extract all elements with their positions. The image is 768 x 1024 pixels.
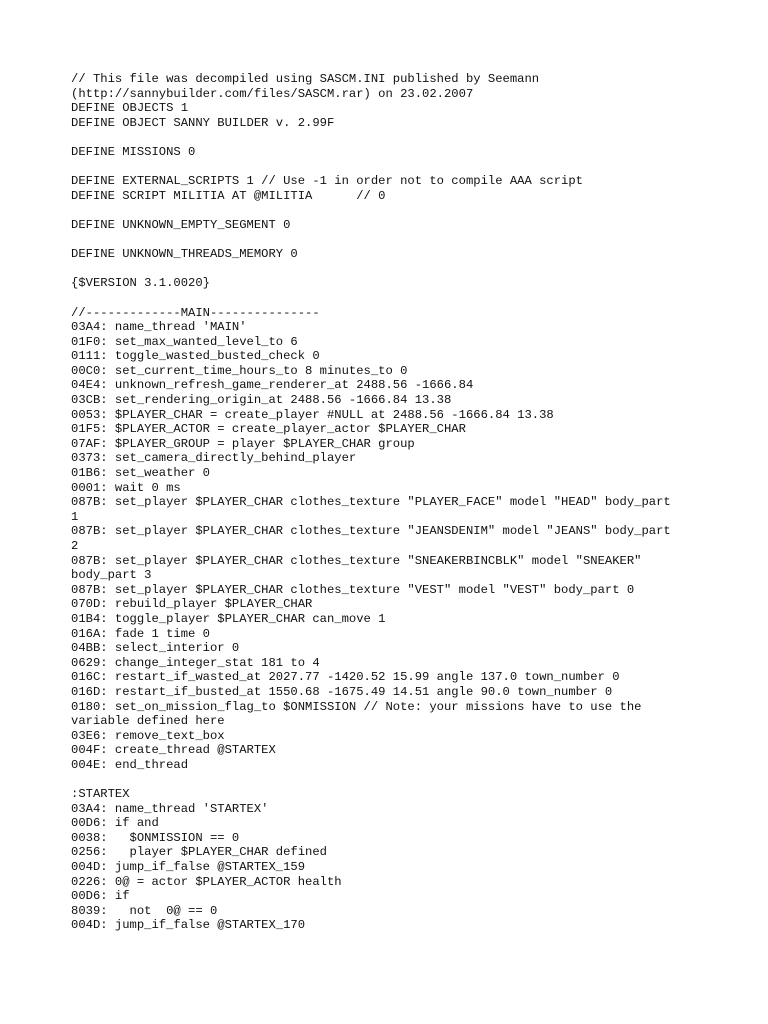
code-line: 0053: $PLAYER_CHAR = create_player #NULL at 2488.56 -1666.84 13.38 [71, 407, 554, 422]
code-line [71, 773, 711, 788]
code-line: 03A4: name_thread 'MAIN' [71, 320, 247, 335]
code-line: 01B4: toggle_player $PLAYER_CHAR can_move 1 [71, 611, 386, 626]
code-line [71, 203, 711, 218]
code-line: 03A4: name_thread 'STARTEX' [71, 801, 269, 816]
code-line: DEFINE EXTERNAL_SCRIPTS 1 // Use -1 in order not to compile AAA script [71, 174, 583, 189]
code-line: 1 [71, 509, 79, 524]
code-line: 0111: toggle_wasted_busted_check 0 [71, 349, 320, 364]
code-line: DEFINE UNKNOWN_THREADS_MEMORY 0 [71, 247, 298, 262]
code-line: 087B: set_player $PLAYER_CHAR clothes_texture "PLAYER_FACE" model "HEAD" body_part [71, 495, 671, 510]
code-line: 01F5: $PLAYER_ACTOR = create_player_actor $PLAYER_CHAR [71, 422, 466, 437]
document-text [71, 72, 711, 933]
code-line [71, 233, 711, 248]
code-line: 016D: restart_if_busted_at 1550.68 -1675.49 14.51 angle 90.0 town_number 0 [71, 684, 613, 699]
code-line: 0629: change_integer_stat 181 to 4 [71, 655, 320, 670]
code-line: 00D6: if and [71, 816, 159, 831]
code-line: :STARTEX [71, 787, 130, 802]
code-line: 2 [71, 539, 79, 553]
code-line: 070D: rebuild_player $PLAYER_CHAR [71, 597, 313, 612]
code-line: 087B: set_player $PLAYER_CHAR clothes_texture "SNEAKERBINCBLK" model "SNEAKER" [71, 553, 642, 568]
code-line: {$VERSION 3.1.0020} [71, 276, 210, 291]
code-line: 0001: wait 0 ms [71, 480, 181, 495]
code-line [71, 291, 711, 306]
code-line: 03E6: remove_text_box [71, 728, 225, 743]
code-line: 016C: restart_if_wasted_at 2027.77 -1420.52 15.99 angle 137.0 town_number 0 [71, 670, 620, 685]
code-line: DEFINE OBJECTS 1 [71, 101, 189, 116]
code-line: DEFINE SCRIPT MILITIA AT @MILITIA // 0 [71, 188, 386, 203]
code-line: 03CB: set_rendering_origin_at 2488.56 -1666.84 13.38 [71, 393, 452, 408]
code-line: body_part 3 [71, 568, 152, 583]
code-line [71, 262, 711, 277]
code-line: 00D6: if [71, 889, 130, 904]
code-line: 004F: create_thread @STARTEX [71, 743, 276, 758]
code-line: 004E: end_thread [71, 757, 189, 772]
code-line: // This file was decompiled using SASCM.INI published by Seemann [71, 72, 540, 86]
code-line: 087B: set_player $PLAYER_CHAR clothes_texture "JEANSDENIM" model "JEANS" body_part [71, 524, 671, 539]
code-line: DEFINE UNKNOWN_EMPTY_SEGMENT 0 [71, 217, 291, 232]
code-line: variable defined here [71, 714, 225, 729]
code-line: 01F0: set_max_wanted_level_to 6 [71, 334, 298, 349]
code-line: DEFINE MISSIONS 0 [71, 144, 196, 159]
code-line: 0226: 0@ = actor $PLAYER_ACTOR health [71, 874, 342, 889]
code-line: 00C0: set_current_time_hours_to 8 minutes_to 0 [71, 363, 408, 378]
code-line: 8039: not 0@ == 0 [71, 903, 218, 918]
code-line: 004D: jump_if_false @STARTEX_170 [71, 918, 306, 933]
code-line: 004D: jump_if_false @STARTEX_159 [71, 860, 306, 875]
code-line: 0038: $ONMISSION == 0 [71, 830, 240, 845]
code-line: 07AF: $PLAYER_GROUP = player $PLAYER_CHAR group [71, 436, 415, 451]
code-line: 01B6: set_weather 0 [71, 466, 210, 481]
code-line: 0373: set_camera_directly_behind_player [71, 451, 357, 466]
code-line: 016A: fade 1 time 0 [71, 626, 210, 641]
code-line: DEFINE OBJECT SANNY BUILDER v. 2.99F [71, 115, 335, 130]
code-line [71, 160, 711, 175]
code-line: 0180: set_on_mission_flag_to $ONMISSION // Note: your missions have to use the [71, 699, 642, 714]
code-line [71, 130, 711, 145]
code-line: 0256: player $PLAYER_CHAR defined [71, 845, 327, 860]
code-line: 04E4: unknown_refresh_game_renderer_at 2488.56 -1666.84 [71, 378, 474, 393]
code-line: (http://sannybuilder.com/files/SASCM.rar) on 23.02.2007 [71, 86, 474, 101]
code-line: 04BB: select_interior 0 [71, 641, 240, 656]
code-line: 087B: set_player $PLAYER_CHAR clothes_texture "VEST" model "VEST" body_part 0 [71, 582, 635, 597]
code-line: //-------------MAIN--------------- [71, 305, 320, 320]
